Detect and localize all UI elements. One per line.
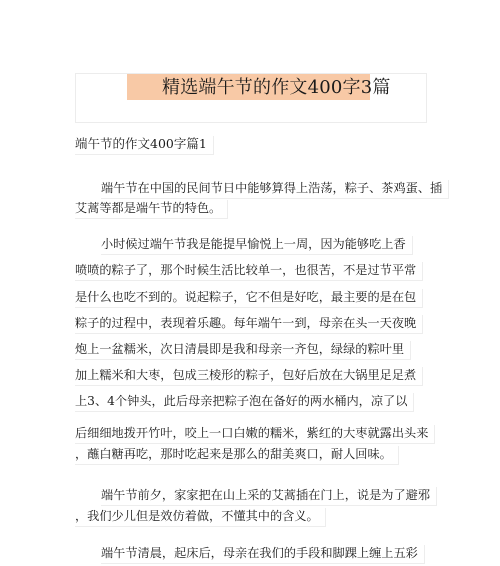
paragraph-line: ，我们少儿但是效仿着做，不懂其中的含义。 (75, 508, 326, 527)
document-title: 精选端午节的作文400字3篇 (162, 77, 391, 98)
paragraph-line: 是什么也吃不到的。说起粽子，它不但是好吃，最主要的是在包 (75, 289, 423, 308)
paragraph-line: 后细细地拨开竹叶，咬上一口白嫩的糯米，紫红的大枣就露出头来 (75, 425, 435, 444)
paragraph-line: ，蘸白糖再吃，那时吃起来是那么的甜美爽口，耐人回味。 (75, 446, 399, 465)
paragraph-line: 端午节在中国的民间节日中能够算得上浩荡，粽子、茶鸡蛋、插 (101, 180, 449, 199)
paragraph-line: 艾蒿等都是端午节的特色。 (75, 200, 228, 219)
paragraph-line: 上3、4个钟头，此后母亲把粽子泡在备好的两水桶内，凉了以 (75, 393, 414, 412)
paragraph-line: 加上糯米和大枣，包成三棱形的粽子，包好后放在大锅里足足煮 (75, 367, 423, 386)
paragraph-line: 端午节清晨，起床后，母亲在我们的手段和脚踝上缠上五彩 (101, 545, 425, 564)
paragraph-line: 端午节前夕，家家把在山上采的艾蒿插在门上，说是为了避邪 (101, 487, 437, 506)
paragraph-line: 炮上一盆糯米，次日清晨即是我和母亲一齐包，绿绿的粽叶里 (75, 341, 411, 360)
section-heading: 端午节的作文400字篇1 (75, 136, 214, 155)
paragraph-line: 喷喷的粽子了，那个时候生活比较单一，也很苦，不是过节平常 (75, 262, 423, 281)
paragraph-line: 粽子的过程中，表现着乐趣。每年端午一到，母亲在头一天夜晚 (75, 315, 423, 334)
paragraph-line: 小时候过端午节我是能提早愉悦上一周，因为能够吃上香 (101, 236, 413, 255)
